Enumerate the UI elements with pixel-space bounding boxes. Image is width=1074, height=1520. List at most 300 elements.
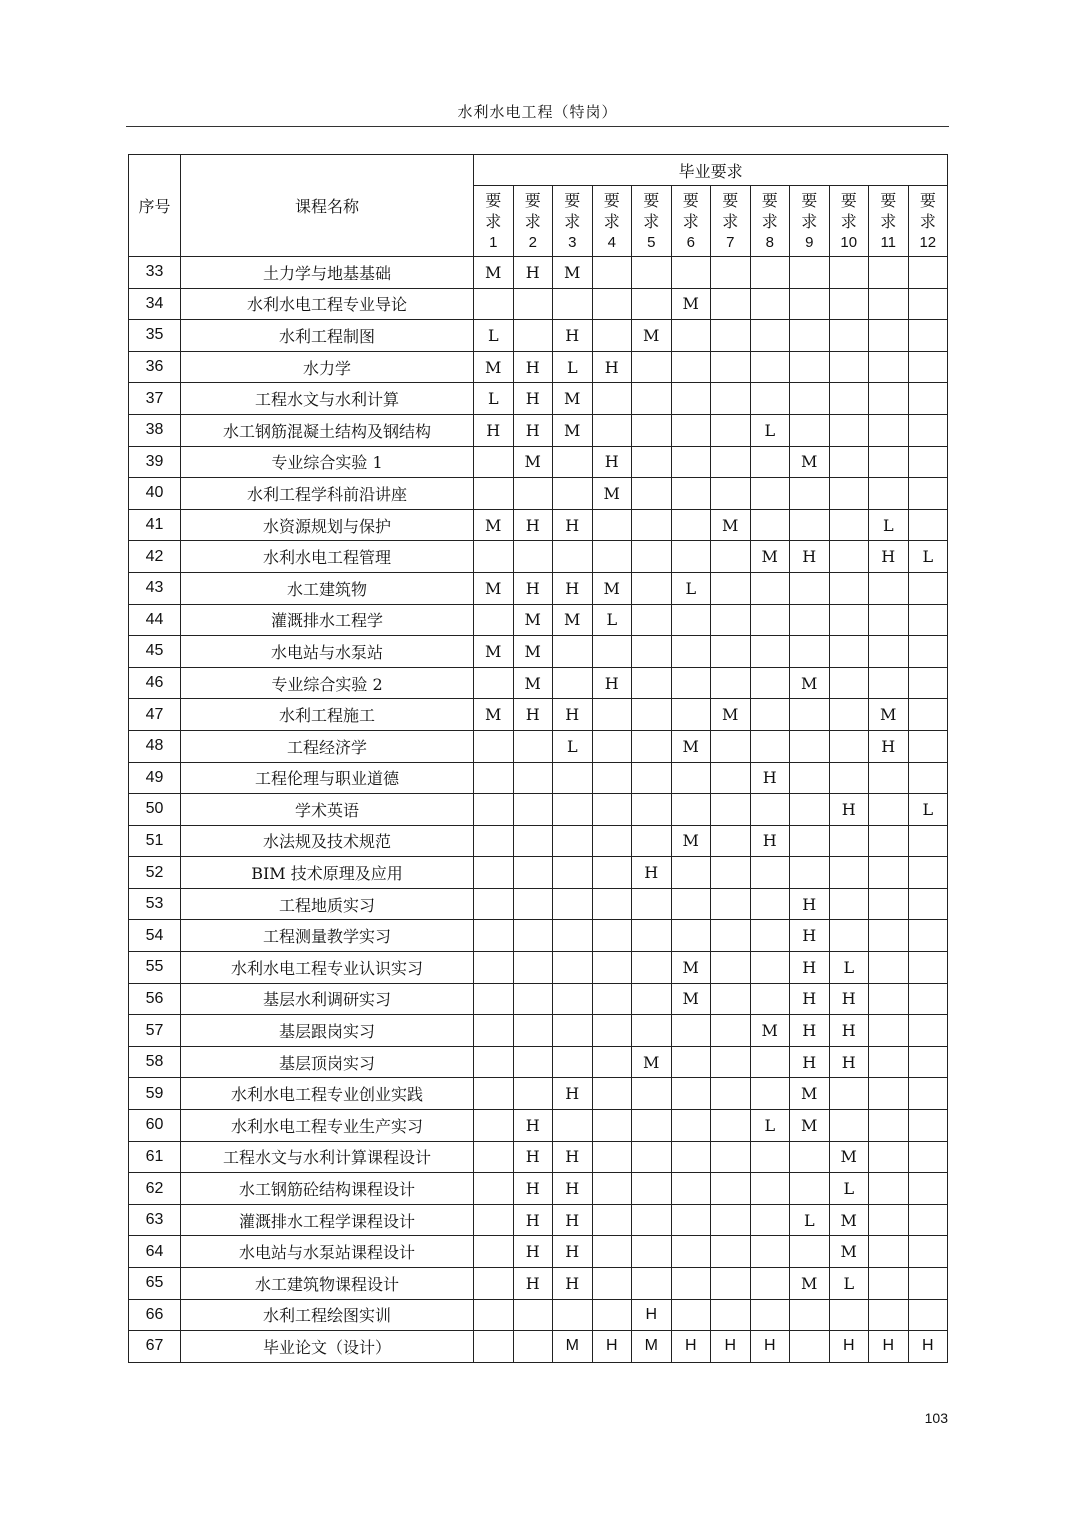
support-level-cell: L: [829, 952, 869, 984]
support-level-cell: [829, 1110, 869, 1142]
support-level-cell: [908, 699, 948, 731]
support-level-cell: [829, 446, 869, 478]
table-row: [129, 857, 948, 889]
support-level-cell: [711, 667, 751, 699]
support-level-cell: H: [513, 414, 553, 446]
column-header-requirement-11: [869, 186, 909, 257]
support-level-cell: [711, 794, 751, 826]
support-level-cell: [908, 1015, 948, 1047]
support-level-cell: [513, 888, 553, 920]
support-level-cell: H: [553, 1141, 593, 1173]
support-level-cell: [750, 257, 790, 289]
support-level-cell: [592, 730, 632, 762]
support-level-cell: [632, 794, 672, 826]
support-level-cell: [632, 1268, 672, 1300]
support-level-cell: [632, 952, 672, 984]
table-row: [129, 1078, 948, 1110]
support-level-cell: [671, 699, 711, 731]
support-level-cell: [671, 1078, 711, 1110]
support-level-cell: M: [790, 1078, 830, 1110]
support-level-cell: [869, 1141, 909, 1173]
support-level-cell: [632, 667, 672, 699]
requirement-header-line: 要: [524, 190, 541, 210]
support-level-cell: M: [671, 288, 711, 320]
support-level-cell: [790, 351, 830, 383]
support-level-cell: M: [671, 952, 711, 984]
support-level-cell: H: [790, 888, 830, 920]
support-level-cell: M: [513, 446, 553, 478]
table-row: [129, 478, 948, 510]
page-header: 水利水电工程（特岗）: [126, 98, 949, 127]
support-level-cell: [908, 1299, 948, 1331]
support-level-cell: [671, 1268, 711, 1300]
row-seq-number: 46: [129, 667, 181, 699]
support-level-cell: [553, 1015, 593, 1047]
support-level-cell: [474, 478, 514, 510]
support-level-cell: M: [869, 699, 909, 731]
support-level-cell: L: [671, 572, 711, 604]
support-level-cell: [632, 730, 672, 762]
column-header-requirement-3: [553, 186, 593, 257]
row-course-name: 专业综合实验 2: [181, 667, 474, 699]
support-level-cell: [671, 1204, 711, 1236]
support-level-cell: [474, 604, 514, 636]
support-level-cell: H: [829, 983, 869, 1015]
support-level-cell: [711, 1046, 751, 1078]
support-level-cell: M: [553, 604, 593, 636]
support-level-cell: [711, 1173, 751, 1205]
support-level-cell: [750, 351, 790, 383]
support-level-cell: [513, 857, 553, 889]
support-level-cell: [592, 1236, 632, 1268]
support-level-cell: [632, 699, 672, 731]
support-level-cell: [711, 1141, 751, 1173]
support-level-cell: [671, 414, 711, 446]
support-level-cell: [790, 478, 830, 510]
support-level-cell: H: [474, 414, 514, 446]
support-level-cell: [632, 1078, 672, 1110]
support-level-cell: [474, 794, 514, 826]
support-level-cell: [869, 952, 909, 984]
support-level-cell: [829, 541, 869, 573]
support-level-cell: H: [513, 509, 553, 541]
support-level-cell: [790, 636, 830, 668]
support-level-cell: [711, 1015, 751, 1047]
support-level-cell: [632, 1110, 672, 1142]
support-level-cell: M: [474, 257, 514, 289]
row-seq-number: 51: [129, 825, 181, 857]
support-level-cell: [711, 888, 751, 920]
support-level-cell: H: [750, 825, 790, 857]
support-level-cell: [869, 604, 909, 636]
support-level-cell: L: [553, 730, 593, 762]
row-seq-number: 33: [129, 257, 181, 289]
page-number: 103: [924, 1410, 948, 1426]
support-level-cell: [908, 825, 948, 857]
support-level-cell: [671, 794, 711, 826]
support-level-cell: H: [592, 446, 632, 478]
requirement-header-line: 求: [643, 211, 660, 231]
support-level-cell: [592, 983, 632, 1015]
support-level-cell: [553, 636, 593, 668]
requirement-header-line: 3: [568, 233, 577, 251]
row-course-name: 基层顶岗实习: [181, 1046, 474, 1078]
row-course-name: 工程地质实习: [181, 888, 474, 920]
course-requirement-matrix: [128, 154, 948, 1363]
row-course-name: 工程伦理与职业道德: [181, 762, 474, 794]
support-level-cell: [869, 857, 909, 889]
table-row: [129, 825, 948, 857]
requirement-header-line: 7: [726, 233, 735, 251]
support-level-cell: M: [632, 1331, 672, 1363]
support-level-cell: [592, 288, 632, 320]
support-level-cell: M: [474, 572, 514, 604]
support-level-cell: L: [908, 541, 948, 573]
support-level-cell: [474, 730, 514, 762]
requirement-header-line: 求: [524, 211, 541, 231]
support-level-cell: M: [711, 699, 751, 731]
support-level-cell: [632, 604, 672, 636]
table-row: [129, 1110, 948, 1142]
support-level-cell: [553, 983, 593, 1015]
support-level-cell: [711, 478, 751, 510]
row-seq-number: 49: [129, 762, 181, 794]
support-level-cell: [474, 446, 514, 478]
support-level-cell: [908, 288, 948, 320]
header-row-top: [129, 155, 948, 186]
support-level-cell: [671, 636, 711, 668]
support-level-cell: [869, 257, 909, 289]
support-level-cell: [750, 478, 790, 510]
support-level-cell: [908, 509, 948, 541]
support-level-cell: [671, 320, 711, 352]
support-level-cell: [671, 1299, 711, 1331]
support-level-cell: [908, 1141, 948, 1173]
table-row: [129, 1046, 948, 1078]
support-level-cell: [632, 446, 672, 478]
row-seq-number: 65: [129, 1268, 181, 1300]
support-level-cell: [513, 825, 553, 857]
support-level-cell: [790, 1173, 830, 1205]
support-level-cell: [790, 699, 830, 731]
support-level-cell: H: [553, 320, 593, 352]
support-level-cell: [632, 1141, 672, 1173]
row-course-name: 水利工程绘图实训: [181, 1299, 474, 1331]
support-level-cell: [908, 1204, 948, 1236]
support-level-cell: [711, 572, 751, 604]
row-seq-number: 39: [129, 446, 181, 478]
column-header-course: 课程名称: [181, 155, 474, 257]
support-level-cell: L: [829, 1173, 869, 1205]
support-level-cell: H: [513, 1236, 553, 1268]
support-level-cell: M: [513, 667, 553, 699]
support-level-cell: [632, 572, 672, 604]
support-level-cell: [592, 762, 632, 794]
support-level-cell: [790, 572, 830, 604]
support-level-cell: [671, 383, 711, 415]
support-level-cell: H: [790, 952, 830, 984]
support-level-cell: [829, 762, 869, 794]
support-level-cell: H: [513, 257, 553, 289]
support-level-cell: [553, 1110, 593, 1142]
support-level-cell: [869, 762, 909, 794]
row-seq-number: 54: [129, 920, 181, 952]
support-level-cell: [829, 920, 869, 952]
support-level-cell: [632, 636, 672, 668]
support-level-cell: [671, 1046, 711, 1078]
support-level-cell: [750, 1046, 790, 1078]
support-level-cell: [671, 888, 711, 920]
support-level-cell: [750, 383, 790, 415]
support-level-cell: M: [671, 983, 711, 1015]
support-level-cell: [750, 509, 790, 541]
support-level-cell: [750, 857, 790, 889]
support-level-cell: H: [829, 1331, 869, 1363]
support-level-cell: [790, 825, 830, 857]
support-level-cell: [908, 257, 948, 289]
support-level-cell: M: [553, 1331, 593, 1363]
support-level-cell: [908, 952, 948, 984]
support-level-cell: [829, 351, 869, 383]
support-level-cell: [632, 1015, 672, 1047]
support-level-cell: [513, 320, 553, 352]
support-level-cell: M: [592, 572, 632, 604]
row-seq-number: 35: [129, 320, 181, 352]
support-level-cell: [592, 1268, 632, 1300]
column-header-seq: 序号: [129, 155, 181, 257]
support-level-cell: [829, 699, 869, 731]
requirement-header-line: 求: [761, 211, 778, 231]
requirement-header-line: 2: [528, 233, 537, 251]
support-level-cell: [829, 383, 869, 415]
support-level-cell: H: [553, 1204, 593, 1236]
support-level-cell: [908, 667, 948, 699]
support-level-cell: [592, 414, 632, 446]
support-level-cell: [869, 1110, 909, 1142]
support-level-cell: [592, 1141, 632, 1173]
support-level-cell: [592, 825, 632, 857]
support-level-cell: [592, 509, 632, 541]
support-level-cell: [790, 1141, 830, 1173]
support-level-cell: M: [671, 825, 711, 857]
support-level-cell: [553, 762, 593, 794]
support-level-cell: [553, 888, 593, 920]
table-row: [129, 257, 948, 289]
support-level-cell: [750, 983, 790, 1015]
row-course-name: 学术英语: [181, 794, 474, 826]
support-level-cell: [829, 888, 869, 920]
support-level-cell: [474, 888, 514, 920]
support-level-cell: [632, 288, 672, 320]
requirement-header-line: 求: [564, 211, 581, 231]
support-level-cell: [829, 825, 869, 857]
requirement-header-line: 要: [880, 190, 897, 210]
support-level-cell: [671, 478, 711, 510]
support-level-cell: [869, 920, 909, 952]
support-level-cell: [592, 888, 632, 920]
requirement-header-line: 求: [722, 211, 739, 231]
support-level-cell: M: [790, 667, 830, 699]
support-level-cell: [790, 320, 830, 352]
support-level-cell: [750, 1204, 790, 1236]
support-level-cell: [474, 1236, 514, 1268]
support-level-cell: [869, 825, 909, 857]
requirement-header-line: 4: [607, 233, 616, 251]
requirement-header-line: 6: [686, 233, 695, 251]
support-level-cell: H: [750, 1331, 790, 1363]
support-level-cell: [829, 636, 869, 668]
support-level-cell: [869, 1078, 909, 1110]
support-level-cell: [829, 667, 869, 699]
support-level-cell: L: [553, 351, 593, 383]
support-level-cell: [592, 383, 632, 415]
requirement-header-line: 要: [682, 190, 699, 210]
column-header-requirement-7: [711, 186, 751, 257]
row-course-name: 基层跟岗实习: [181, 1015, 474, 1047]
support-level-cell: [750, 952, 790, 984]
support-level-cell: [474, 541, 514, 573]
row-course-name: 水电站与水泵站: [181, 636, 474, 668]
support-level-cell: [869, 636, 909, 668]
support-level-cell: [592, 320, 632, 352]
row-seq-number: 58: [129, 1046, 181, 1078]
support-level-cell: [513, 1015, 553, 1047]
support-level-cell: [711, 952, 751, 984]
support-level-cell: [592, 1173, 632, 1205]
support-level-cell: [553, 541, 593, 573]
support-level-cell: [750, 667, 790, 699]
support-level-cell: [474, 983, 514, 1015]
support-level-cell: [829, 320, 869, 352]
support-level-cell: [869, 1015, 909, 1047]
support-level-cell: [790, 1299, 830, 1331]
support-level-cell: [869, 1046, 909, 1078]
support-level-cell: [829, 857, 869, 889]
requirement-header-line: 11: [880, 233, 897, 251]
support-level-cell: [750, 446, 790, 478]
support-level-cell: [711, 1236, 751, 1268]
support-level-cell: [829, 1299, 869, 1331]
support-level-cell: H: [553, 572, 593, 604]
support-level-cell: H: [513, 1204, 553, 1236]
support-level-cell: H: [553, 1078, 593, 1110]
support-level-cell: [553, 952, 593, 984]
support-level-cell: [632, 983, 672, 1015]
support-level-cell: [671, 604, 711, 636]
support-level-cell: [592, 541, 632, 573]
support-level-cell: [908, 1173, 948, 1205]
support-level-cell: [829, 478, 869, 510]
table-row: [129, 983, 948, 1015]
table-row: [129, 636, 948, 668]
support-level-cell: H: [592, 667, 632, 699]
support-level-cell: [869, 1236, 909, 1268]
support-level-cell: [474, 1015, 514, 1047]
support-level-cell: M: [474, 509, 514, 541]
support-level-cell: [632, 1173, 672, 1205]
support-level-cell: [553, 667, 593, 699]
support-level-cell: [711, 446, 751, 478]
support-level-cell: [908, 730, 948, 762]
support-level-cell: [869, 1173, 909, 1205]
row-course-name: 工程水文与水利计算课程设计: [181, 1141, 474, 1173]
column-header-requirement-10: [829, 186, 869, 257]
support-level-cell: [908, 604, 948, 636]
table-row: [129, 1015, 948, 1047]
support-level-cell: [474, 1173, 514, 1205]
support-level-cell: [592, 636, 632, 668]
row-seq-number: 47: [129, 699, 181, 731]
support-level-cell: [750, 636, 790, 668]
row-course-name: 水法规及技术规范: [181, 825, 474, 857]
support-level-cell: [750, 1299, 790, 1331]
support-level-cell: [790, 1331, 830, 1363]
support-level-cell: M: [474, 699, 514, 731]
support-level-cell: H: [553, 1173, 593, 1205]
support-level-cell: [553, 857, 593, 889]
support-level-cell: M: [553, 414, 593, 446]
column-header-requirement-5: [632, 186, 672, 257]
support-level-cell: [632, 888, 672, 920]
support-level-cell: H: [513, 1173, 553, 1205]
requirement-header-line: 求: [919, 211, 936, 231]
support-level-cell: [592, 1046, 632, 1078]
support-level-cell: [474, 762, 514, 794]
support-level-cell: [474, 1268, 514, 1300]
support-level-cell: M: [790, 446, 830, 478]
row-seq-number: 59: [129, 1078, 181, 1110]
support-level-cell: [869, 351, 909, 383]
requirement-header-line: 要: [564, 190, 581, 210]
support-level-cell: [711, 825, 751, 857]
support-level-cell: M: [829, 1141, 869, 1173]
row-seq-number: 42: [129, 541, 181, 573]
support-level-cell: H: [869, 730, 909, 762]
support-level-cell: H: [592, 1331, 632, 1363]
support-level-cell: L: [790, 1204, 830, 1236]
support-level-cell: [711, 320, 751, 352]
support-level-cell: [908, 383, 948, 415]
support-level-cell: [711, 1268, 751, 1300]
support-level-cell: [632, 257, 672, 289]
support-level-cell: [790, 1236, 830, 1268]
row-seq-number: 66: [129, 1299, 181, 1331]
support-level-cell: [474, 825, 514, 857]
support-level-cell: [474, 1204, 514, 1236]
row-seq-number: 38: [129, 414, 181, 446]
support-level-cell: [592, 1015, 632, 1047]
table-row: [129, 1299, 948, 1331]
support-level-cell: [711, 541, 751, 573]
support-level-cell: [671, 762, 711, 794]
support-level-cell: [513, 762, 553, 794]
support-level-cell: [869, 983, 909, 1015]
support-level-cell: M: [750, 541, 790, 573]
table-row: [129, 288, 948, 320]
support-level-cell: [592, 257, 632, 289]
support-level-cell: [632, 920, 672, 952]
support-level-cell: [908, 1110, 948, 1142]
row-course-name: 工程经济学: [181, 730, 474, 762]
row-course-name: 水利水电工程专业生产实习: [181, 1110, 474, 1142]
support-level-cell: [513, 920, 553, 952]
support-level-cell: H: [513, 1268, 553, 1300]
support-level-cell: [474, 1299, 514, 1331]
table-row: [129, 541, 948, 573]
support-level-cell: H: [553, 699, 593, 731]
support-level-cell: [474, 1141, 514, 1173]
support-level-cell: H: [790, 1046, 830, 1078]
